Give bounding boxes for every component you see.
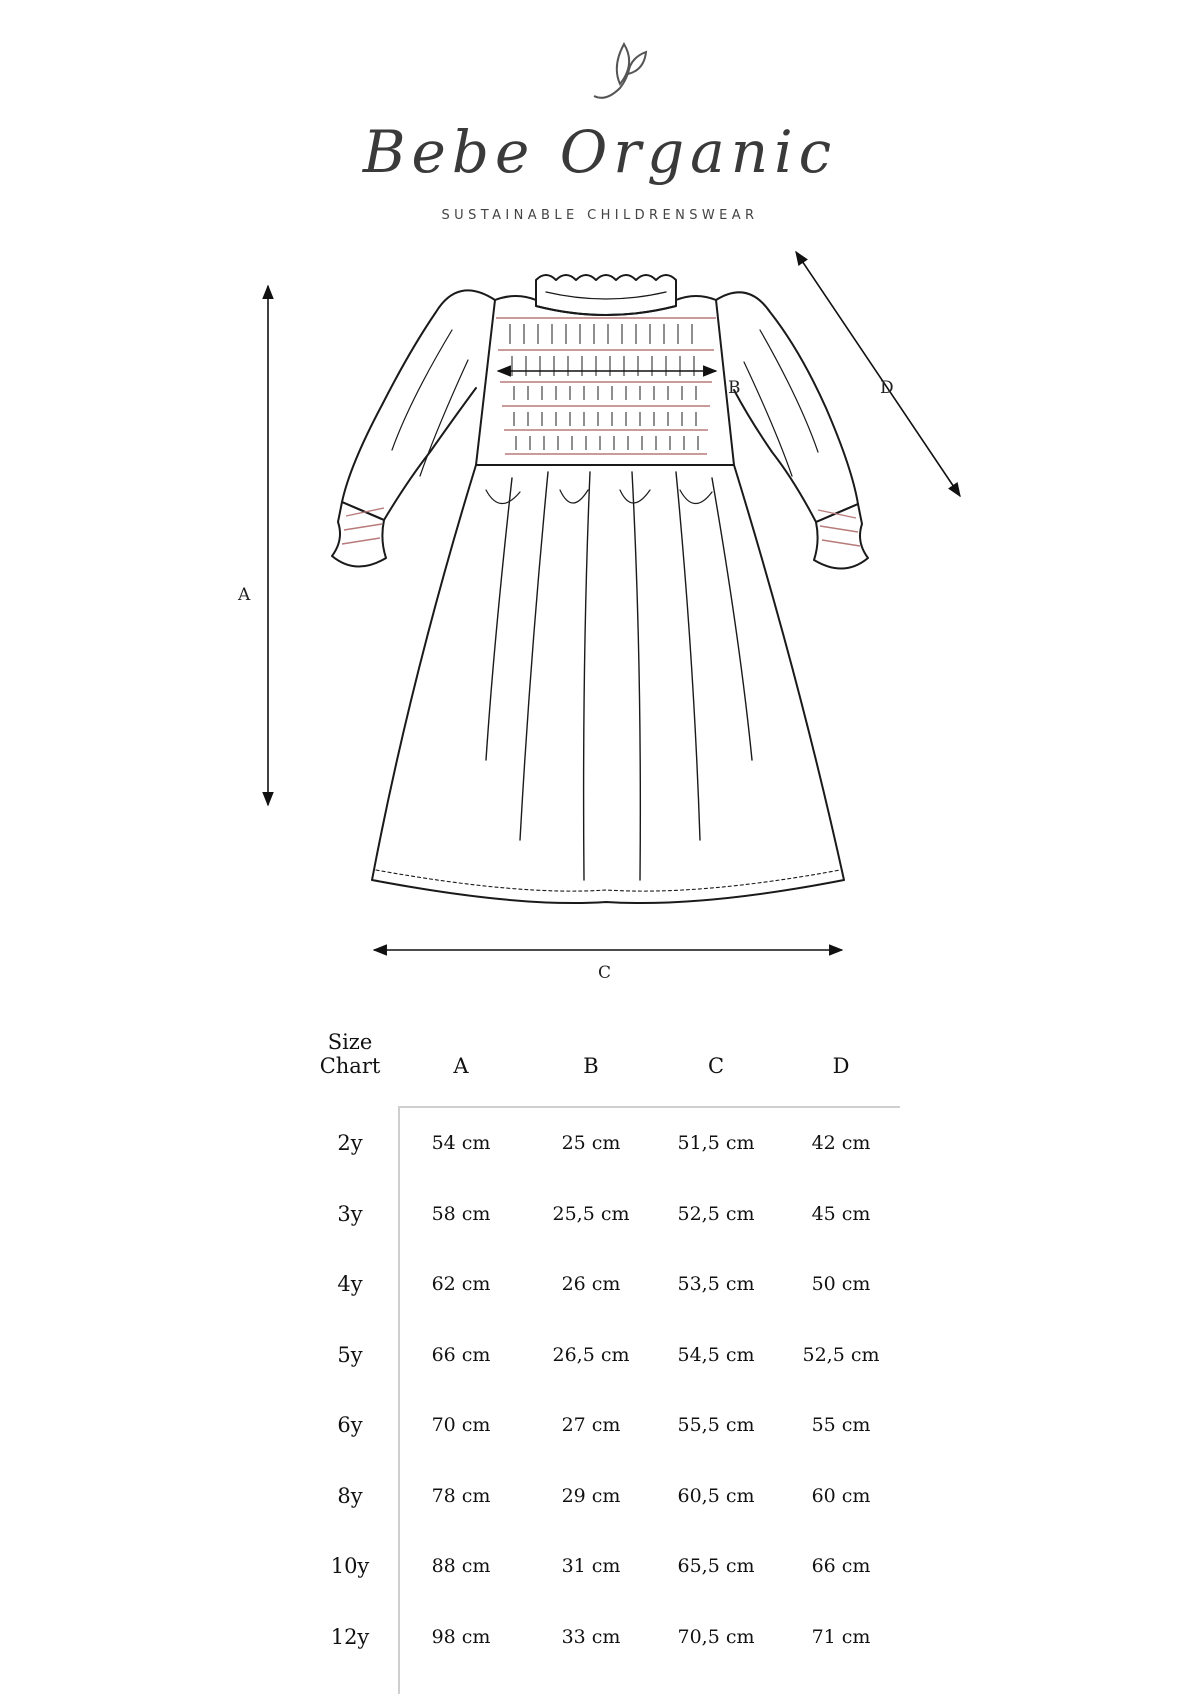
bodice: [476, 296, 734, 465]
table-header-divider: [400, 1106, 900, 1108]
measurement-cell-a: 70 cm: [431, 1414, 491, 1436]
measurement-cell-a: 78 cm: [431, 1484, 491, 1507]
measurement-cell-d: 52,5 cm: [802, 1343, 880, 1366]
table-row: [300, 1554, 900, 1624]
table-row: [300, 1272, 900, 1342]
size-label: 8y: [337, 1483, 363, 1508]
table-row: [300, 1202, 900, 1272]
measurement-cell-b: 26 cm: [561, 1273, 621, 1295]
dress-technical-drawing: [0, 240, 1200, 1000]
measurement-cell-a: 88 cm: [431, 1555, 491, 1577]
size-label: 10y: [330, 1554, 370, 1578]
measurement-cell-d: 45 cm: [811, 1202, 871, 1225]
measurement-cell-a: 66 cm: [431, 1343, 491, 1366]
corner-label-line-1: Size: [327, 1030, 373, 1054]
measurement-cell-d: 71 cm: [811, 1625, 871, 1648]
dimension-line-d: [796, 252, 960, 496]
left-cuff: [332, 502, 386, 567]
brand-tagline: SUSTAINABLE CHILDRENSWEAR: [441, 208, 759, 223]
skirt-hem-stitch: [376, 870, 840, 891]
size-label: 6y: [337, 1413, 363, 1437]
measurement-cell-c: 51,5 cm: [677, 1132, 755, 1154]
measurement-cell-c: 54,5 cm: [677, 1343, 755, 1366]
table-corner-label: [300, 1030, 400, 1078]
table-row: [300, 1484, 900, 1554]
dimension-label-b: B: [728, 378, 741, 398]
measurement-cell-a: 98 cm: [431, 1625, 491, 1648]
size-label: 3y: [337, 1201, 363, 1226]
left-sleeve: [342, 290, 495, 520]
measurement-cell-a: 54 cm: [431, 1132, 491, 1154]
table-header-row: [300, 1030, 900, 1100]
measurement-cell-d: 55 cm: [811, 1414, 871, 1436]
column-header-b: B: [583, 1054, 599, 1078]
dimension-label-d: D: [880, 378, 894, 398]
measurement-cell-b: 25,5 cm: [552, 1202, 630, 1225]
skirt: [372, 465, 844, 903]
measurement-cell-c: 55,5 cm: [677, 1414, 755, 1436]
table-row: [300, 1343, 900, 1413]
table-row: [300, 1413, 900, 1483]
measurement-cell-d: 42 cm: [811, 1132, 871, 1154]
measurement-cell-c: 60,5 cm: [677, 1484, 755, 1507]
measurement-cell-b: 27 cm: [561, 1414, 621, 1436]
collar-ruffle: [536, 275, 676, 315]
right-cuff: [814, 504, 868, 569]
measurement-cell-c: 53,5 cm: [677, 1273, 755, 1295]
measurement-cell-b: 25 cm: [561, 1132, 621, 1154]
size-label: 5y: [337, 1342, 363, 1367]
table-row: [300, 1625, 900, 1695]
column-header-a: A: [453, 1054, 469, 1078]
measurement-cell-d: 60 cm: [811, 1484, 871, 1507]
measurement-cell-d: 50 cm: [811, 1273, 871, 1295]
brand-name: Bebe Organic: [362, 118, 838, 186]
measurement-cell-b: 31 cm: [561, 1555, 621, 1577]
measurement-cell-c: 52,5 cm: [677, 1202, 755, 1225]
leaf-sprig-icon: [590, 38, 648, 102]
measurement-cell-c: 70,5 cm: [677, 1625, 755, 1648]
measurement-cell-c: 65,5 cm: [677, 1555, 755, 1577]
column-header-c: C: [707, 1054, 725, 1078]
dimension-label-c: C: [598, 963, 612, 983]
size-label: 12y: [330, 1624, 370, 1649]
measurement-cell-a: 58 cm: [431, 1202, 491, 1225]
corner-label-line-2: Chart: [319, 1054, 381, 1078]
size-label: 2y: [337, 1131, 363, 1155]
measurement-cell-b: 29 cm: [561, 1484, 621, 1507]
table-row: [300, 1131, 900, 1201]
measurement-cell-b: 26,5 cm: [552, 1343, 630, 1366]
dimension-label-a: A: [238, 585, 251, 605]
column-header-d: D: [832, 1054, 850, 1078]
measurement-cell-a: 62 cm: [431, 1273, 491, 1295]
measurement-cell-d: 66 cm: [811, 1555, 871, 1577]
measurement-cell-b: 33 cm: [561, 1625, 621, 1648]
smocking-bands: [342, 318, 860, 546]
right-sleeve: [716, 292, 858, 522]
size-label: 4y: [337, 1272, 363, 1296]
